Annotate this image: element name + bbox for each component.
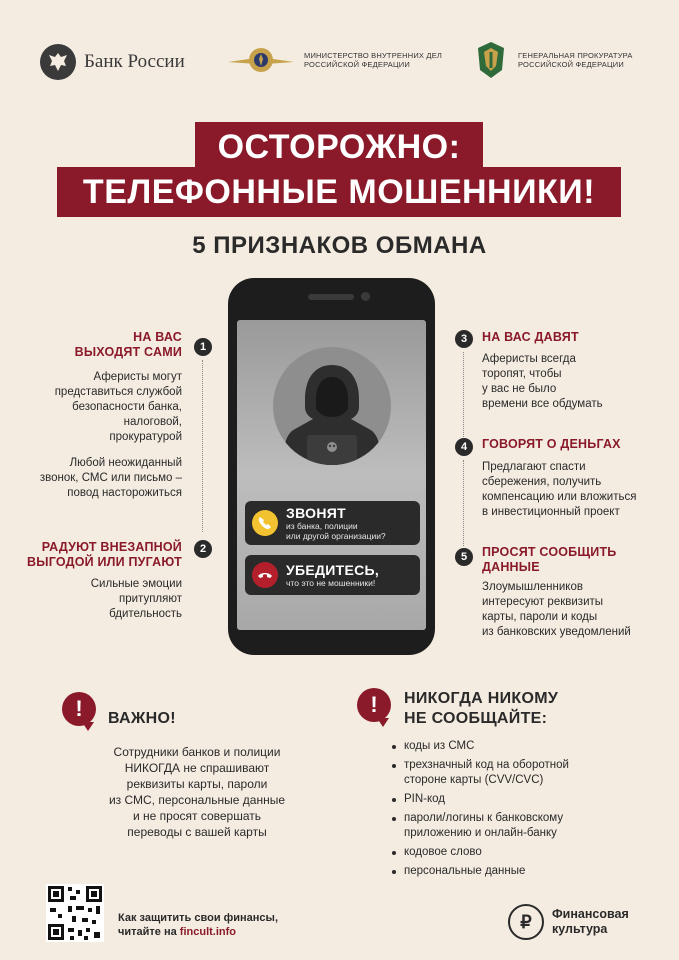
sign-2-title-line-2: ВЫГОДОЙ ИЛИ ПУГАЮТ: [27, 555, 182, 569]
list-item-line-2: приложению и онлайн-банку: [404, 827, 557, 839]
sign-2-text: [40, 577, 182, 622]
sign-3-connector: [463, 352, 464, 437]
sign-5-title-line-2: ДАННЫЕ: [482, 560, 540, 574]
list-item-line-1: пароли/логины к банковскому: [404, 812, 564, 824]
prosecutor-line-1: ГЕНЕРАЛЬНАЯ ПРОКУРАТУРА: [518, 51, 633, 60]
decline-call-icon: [252, 562, 278, 588]
list-item-line-2: стороне карты (CVV/CVC): [404, 774, 544, 786]
sign-3-title-line-1: НА ВАС ДАВЯТ: [482, 330, 579, 344]
sign-3-text-line-1: Аферисты всегда: [482, 353, 576, 365]
prosecutor-line-2: РОССИЙСКОЙ ФЕДЕРАЦИИ: [518, 60, 624, 69]
important-line-4: из СМС, персональные данные: [108, 793, 286, 807]
list-item: [390, 811, 630, 841]
sign-1-text-line-5: прокуратурой: [109, 431, 182, 443]
mvd-name: [304, 51, 442, 69]
sign-4-text-line-3: компенсацию или вложиться: [482, 491, 637, 503]
bank-of-russia-logo: [40, 44, 185, 80]
important-line-5: и не просят совершать: [132, 809, 262, 823]
sign-1-text-line-2: представиться службой: [54, 386, 182, 398]
sign-5-text-line-3: карты, пароли и коды: [482, 611, 598, 623]
footer-line-2: [118, 925, 278, 939]
call-title: ЗВОНЯТ: [286, 505, 346, 521]
sign-3-text-line-3: у вас не было: [482, 383, 557, 395]
financial-culture-logo: [508, 904, 629, 940]
footer-line-1: Как защитить свои финансы,: [118, 912, 278, 924]
list-item: коды из СМС: [390, 739, 630, 754]
sign-2-text-line-1: Сильные эмоции: [90, 578, 182, 590]
sign-3-text-line-4: времени все обдумать: [482, 398, 603, 410]
warning-icon: !: [62, 692, 96, 726]
fincult-link[interactable]: fincult.info: [179, 926, 237, 938]
important-text: [72, 744, 322, 840]
sign-3-number: 3: [455, 330, 473, 348]
prosecutor-logo: [474, 40, 633, 80]
bank-name: Банк России: [84, 51, 185, 72]
important-line-6: переводы с вашей карты: [127, 825, 267, 839]
important-line-2: НИКОГДА не спрашивают: [124, 761, 270, 775]
sign-3-text: [482, 352, 662, 412]
sign-4-number: 4: [455, 438, 473, 456]
footer-line-2-prefix: читайте на: [118, 926, 180, 938]
incoming-call-bar: [245, 501, 420, 545]
fin-line-1: Финансовая: [552, 907, 629, 921]
sign-4-title: [482, 437, 667, 452]
title-line-1: ОСТОРОЖНО:: [195, 122, 483, 172]
mvd-logo: [228, 40, 442, 80]
qr-code[interactable]: [46, 884, 104, 942]
sign-2-title: [14, 540, 182, 570]
sign-1-text: [40, 370, 182, 445]
sign-1-number: 1: [194, 338, 212, 356]
sign-2-text-line-2: притупляют: [119, 593, 182, 605]
incoming-call-text: [286, 505, 386, 541]
phone-screen: [237, 320, 426, 630]
sign-5-title: [482, 545, 667, 575]
sign-1-extra-line-2: звонок, СМС или письмо –: [39, 472, 182, 484]
sign-1-title-line-2: ВЫХОДЯТ САМИ: [74, 345, 182, 359]
sign-5-text-line-1: Злоумышленников: [482, 581, 583, 593]
sign-1-text-line-3: безопасности банка,: [72, 401, 182, 413]
sign-1-title-line-1: НА ВАС: [133, 330, 182, 344]
double-eagle-icon: [40, 44, 76, 80]
call-subtitle-2: или другой организации?: [286, 531, 386, 541]
list-item: [390, 758, 630, 788]
sign-4-text: [482, 460, 672, 520]
sign-2-text-line-3: бдительность: [109, 608, 182, 620]
sign-2-title-line-1: РАДУЮТ ВНЕЗАПНОЙ: [41, 540, 182, 554]
sign-1-extra-line-1: Любой неожиданный: [69, 457, 182, 469]
verify-title: УБЕДИТЕСЬ,: [286, 562, 380, 578]
sign-5-number: 5: [455, 548, 473, 566]
warning-icon-tail: [82, 722, 94, 731]
important-heading: ВАЖНО!: [108, 710, 176, 727]
phone-illustration: [228, 278, 435, 655]
mvd-line-1: МИНИСТЕРСТВО ВНУТРЕННИХ ДЕЛ: [304, 51, 443, 60]
never-heading: [404, 689, 558, 729]
fin-line-2: культура: [552, 922, 608, 936]
list-item: PIN-код: [390, 792, 630, 807]
sign-1-title: [40, 330, 182, 360]
footer-text: [118, 911, 278, 939]
important-line-1: Сотрудники банков и полиции: [113, 745, 281, 759]
sign-2-number: 2: [194, 540, 212, 558]
verify-subtitle: что это не мошенники!: [286, 578, 376, 588]
warning-icon: !: [357, 688, 391, 722]
sign-5-text-line-2: интересуют реквизиты: [482, 596, 604, 608]
sign-1-text-line-4: налоговой,: [123, 416, 182, 428]
sign-4-text-line-2: сбережения, получить: [482, 476, 602, 488]
mvd-line-2: РОССИЙСКОЙ ФЕДЕРАЦИИ: [304, 60, 410, 69]
never-list: [390, 739, 630, 883]
list-item-line-1: трехзначный код на оборотной: [404, 759, 569, 771]
decline-call-text: [286, 562, 379, 588]
sign-4-connector: [463, 460, 464, 546]
subtitle: 5 ПРИЗНАКОВ ОБМАНА: [192, 232, 487, 259]
sign-4-text-line-1: Предлагают спасти: [482, 461, 586, 473]
title-line-2: ТЕЛЕФОННЫЕ МОШЕННИКИ!: [57, 167, 621, 217]
ruble-icon: ₽: [508, 904, 544, 940]
financial-culture-name: [552, 907, 629, 937]
sign-4-title-line-1: ГОВОРЯТ О ДЕНЬГАХ: [482, 437, 621, 451]
sign-5-text: [482, 580, 672, 640]
warning-icon-tail: [377, 718, 389, 727]
call-subtitle-1: из банка, полиции: [286, 521, 358, 531]
header-logos: [0, 40, 679, 90]
sign-4-text-line-4: в инвестиционный проект: [482, 506, 620, 518]
sign-1-text-line-1: Аферисты могут: [93, 371, 182, 383]
sign-1-connector: [202, 360, 203, 532]
decline-call-bar: [245, 555, 420, 595]
sign-5-text-line-4: из банковских уведомлений: [482, 626, 631, 638]
sign-3-text-line-2: торопят, чтобы: [482, 368, 562, 380]
phone-speaker: [308, 294, 354, 300]
accept-call-icon: [252, 510, 278, 536]
list-item: персональные данные: [390, 864, 630, 879]
never-heading-line-2: НЕ СООБЩАЙТЕ:: [404, 710, 548, 727]
mvd-emblem-icon: [228, 40, 294, 80]
important-line-3: реквизиты карты, пароли: [126, 777, 268, 791]
prosecutor-name: [518, 51, 633, 69]
list-item: кодовое слово: [390, 845, 630, 860]
phone-camera: [361, 292, 370, 301]
sign-3-title: [482, 330, 662, 345]
sign-1-extra: [20, 456, 182, 501]
sign-5-title-line-1: ПРОСЯТ СООБЩИТЬ: [482, 545, 617, 559]
never-heading-line-1: НИКОГДА НИКОМУ: [404, 690, 559, 707]
sign-1-extra-line-3: повод насторожиться: [67, 487, 182, 499]
hooded-caller-icon: [273, 347, 391, 465]
prosecutor-emblem-icon: [474, 40, 508, 80]
